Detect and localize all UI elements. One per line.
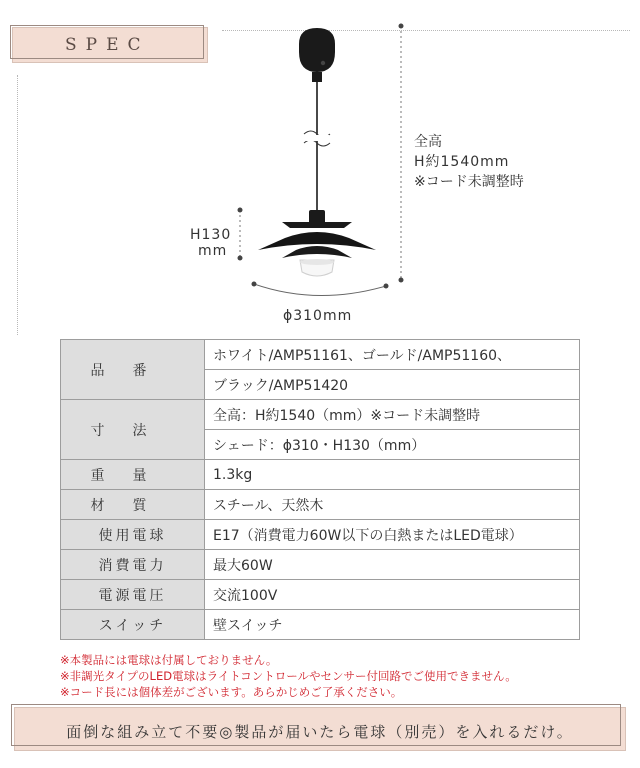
shade-height-value: H130: [190, 227, 232, 243]
row-value: スチール、天然木: [205, 490, 580, 520]
row-label-voltage: 電源電圧: [61, 580, 205, 610]
row-label-power: 消費電力: [61, 550, 205, 580]
shade-height-unit: mm: [198, 243, 228, 259]
spec-title: SPEC: [65, 35, 150, 55]
row-value: 交流100V: [205, 580, 580, 610]
table-row: [61, 490, 580, 520]
total-height-value: H約1540mm: [414, 154, 510, 170]
lamp-illustration: [0, 0, 640, 340]
note-line: ※本製品には電球は付属しておりません。: [60, 653, 278, 667]
row-label-part-number: 品番: [61, 340, 205, 400]
table-row: [61, 520, 580, 550]
shade-diameter: ϕ310mm: [283, 308, 353, 324]
row-value: 壁スイッチ: [205, 610, 580, 640]
total-height-label: 全高: [414, 134, 442, 150]
footer-text: 面倒な組み立て不要◎製品が届いたら電球（別売）を入れるだけ。: [66, 723, 574, 741]
footer-banner: [14, 707, 626, 751]
row-value: ホワイト/AMP51161、ゴールド/AMP51160、: [205, 340, 580, 370]
row-value: シェード：ϕ310・H130（mm）: [205, 430, 580, 460]
table-row: [61, 610, 580, 640]
row-label-weight: 重量: [61, 460, 205, 490]
table-row: [61, 400, 580, 430]
row-value: 最大60W: [205, 550, 580, 580]
row-value: 全高：H約1540（mm）※コード未調整時: [205, 400, 580, 430]
row-label-material: 材質: [61, 490, 205, 520]
table-row: [61, 550, 580, 580]
row-value: 1.3kg: [205, 460, 580, 490]
spec-table: [60, 339, 580, 640]
note-line: ※コード長には個体差がございます。あらかじめご了承ください。: [60, 685, 403, 699]
row-value: E17（消費電力60W以下の白熱またはLED電球）: [205, 520, 580, 550]
row-label-bulb: 使用電球: [61, 520, 205, 550]
row-label-switch: スイッチ: [61, 610, 205, 640]
notes: [60, 652, 517, 700]
row-label-dimensions: 寸法: [61, 400, 205, 460]
table-row: [61, 460, 580, 490]
note-line: ※非調光タイプのLED電球はライトコントロールやセンサー付回路でご使用できません。: [60, 669, 517, 683]
total-height-note: ※コード未調整時: [414, 174, 524, 190]
row-value: ブラック/AMP51420: [205, 370, 580, 400]
table-row: [61, 340, 580, 370]
table-row: [61, 580, 580, 610]
